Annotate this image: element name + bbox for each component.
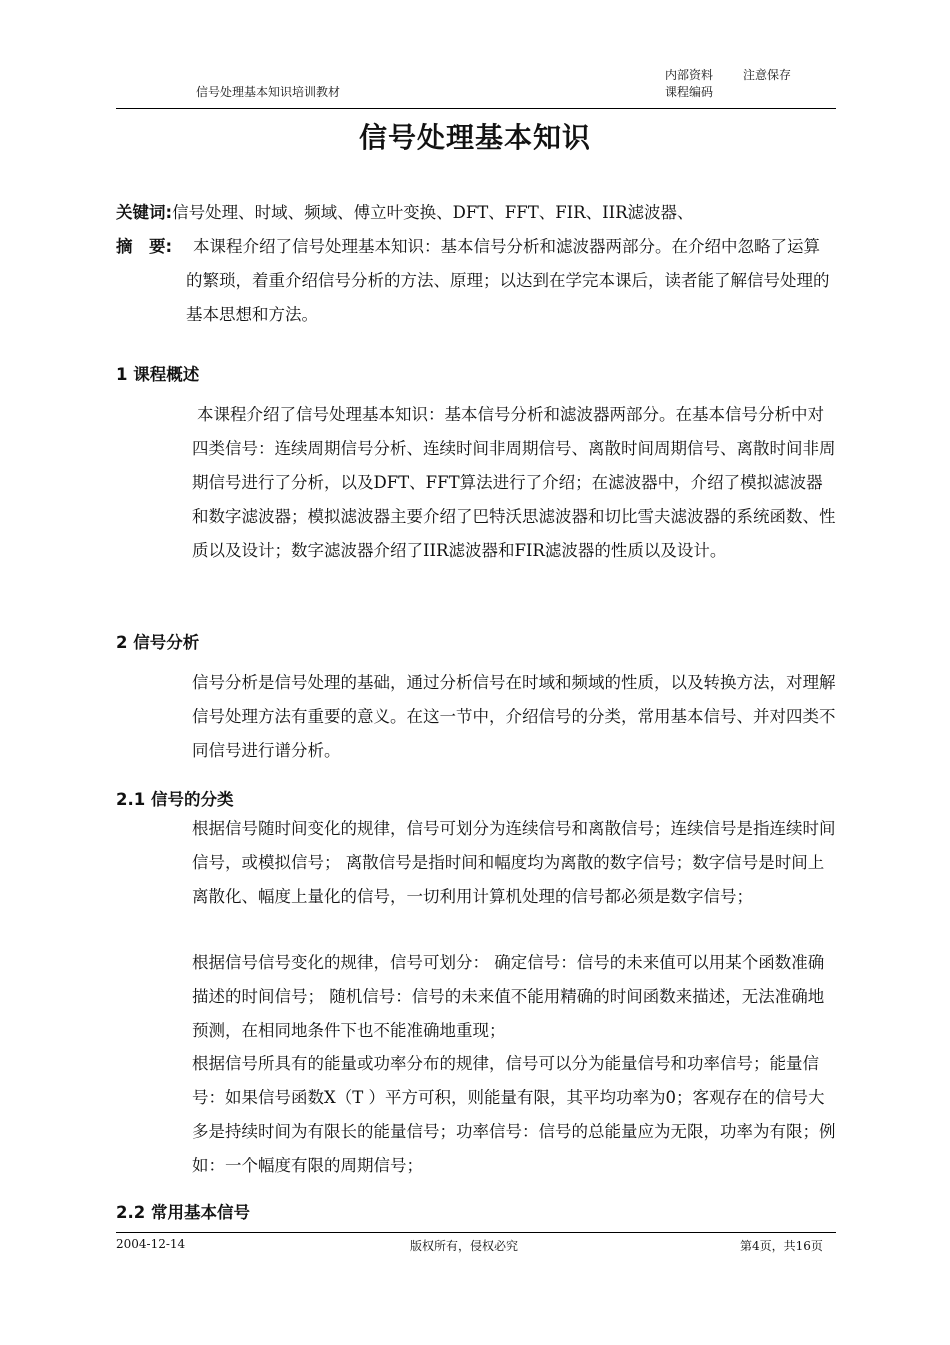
abstract-label-row bbox=[116, 230, 172, 264]
section-2-1-paragraph-2: 根据信号信号变化的规律，信号可划分： 确定信号：信号的未来值可以用某个函数准确描述的时间信号； 随机信号：信号的未来值不能用精确的时间函数来描述，无法准确地预测，在相同地条件下也不能准确地重现； bbox=[192, 953, 825, 1040]
header-doc-name: 信号处理基本知识培训教材 bbox=[196, 85, 341, 99]
section-heading-2-1: 2.1 信号的分类 bbox=[116, 790, 234, 809]
section-heading-2: 2 信号分析 bbox=[116, 633, 200, 652]
header-classification bbox=[665, 66, 791, 83]
section-2-1-paragraph-1: 根据信号随时间变化的规律，信号可划分为连续信号和离散信号；连续信号是指连续时间信号，或模拟信号； 离散信号是指时间和幅度均为离散的数字信号；数字信号是时间上离散化、幅度上量化的信号，一切利用计算机处理的信号都必须是数字信号； bbox=[192, 819, 836, 906]
section-1-paragraph: 本课程介绍了信号处理基本知识：基本信号分析和滤波器两部分。在基本信号分析中对四类信号：连续周期信号分析、连续时间非周期信号、离散时间周期信号、离散时间非周期信号进行了分析，以及DFT、FFT算法进行了介绍；在滤波器中，介绍了模拟滤波器和数字滤波器；模拟滤波器主要介绍了巴特沃思滤波器和切比雪夫滤波器的系统函数、性质以及设计；数字滤波器介绍了IIR滤波器和FIR滤波器的性质以及设计。 bbox=[192, 405, 836, 560]
footer-date: 2004-12-14 bbox=[116, 1237, 186, 1251]
keywords-text: 信号处理、时域、频域、傅立叶变换、DFT、FFT、FIR、IIR滤波器、 bbox=[172, 203, 694, 222]
header-course-code: 课程编码 bbox=[665, 85, 714, 99]
section-2-1-paragraph-3: 根据信号所具有的能量或功率分布的规律，信号可以分为能量信号和功率信号；能量信号：如果信号函数X（T ）平方可积，则能量有限，其平均功率为0；客观存在的信号大多是持续时间为有限长的能量信号；功率信号：信号的总能量应为无限，功率为有限；例如：一个幅度有限的周期信号； bbox=[192, 1054, 836, 1175]
section-2-paragraph: 信号分析是信号处理的基础，通过分析信号在时域和频域的性质，以及转换方法，对理解信号处理方法有重要的意义。在这一节中，介绍信号的分类，常用基本信号、并对四类不同信号进行谱分析。 bbox=[192, 673, 836, 760]
keywords-row bbox=[116, 196, 694, 230]
section-heading-1: 1 课程概述 bbox=[116, 365, 200, 384]
abstract-label: 摘 要: bbox=[116, 237, 173, 256]
header-internal: 内部资料 bbox=[665, 68, 714, 82]
page-title: 信号处理基本知识 bbox=[358, 121, 591, 154]
footer-divider bbox=[116, 1232, 836, 1233]
header-keep: 注意保存 bbox=[743, 68, 792, 82]
footer-page-number: 第4页，共16页 bbox=[740, 1239, 823, 1253]
abstract-text: 本课程介绍了信号处理基本知识：基本信号分析和滤波器两部分。在介绍中忽略了运算的繁琐，着重介绍信号分析的方法、原理；以达到在学完本课后，读者能了解信号处理的基本思想和方法。 bbox=[186, 237, 830, 324]
section-heading-2-2: 2.2 常用基本信号 bbox=[116, 1203, 250, 1222]
keywords-label: 关键词: bbox=[116, 203, 173, 222]
header-divider bbox=[116, 108, 836, 109]
footer-copyright: 版权所有，侵权必究 bbox=[410, 1239, 519, 1253]
